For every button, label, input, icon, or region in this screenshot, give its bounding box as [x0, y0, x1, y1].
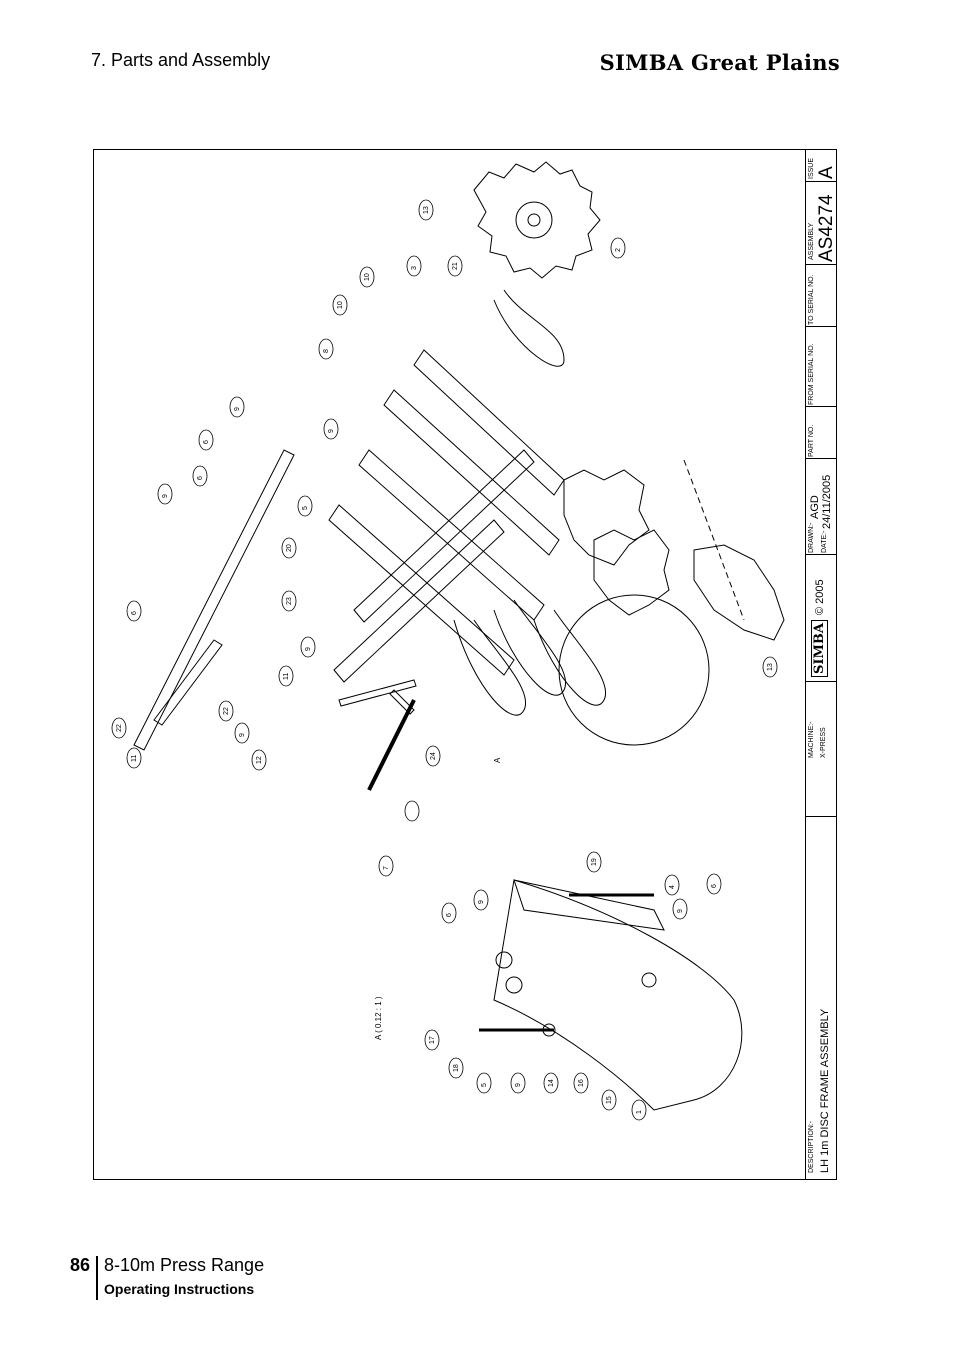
- tb-drawn: [806, 459, 837, 555]
- main-callout-8: 8: [323, 349, 330, 353]
- main-callout-20: 20: [286, 544, 293, 552]
- detail-marker: A: [493, 757, 502, 763]
- issue-value: A: [816, 166, 837, 179]
- footer-divider: [96, 1256, 98, 1300]
- parts-drawing: [94, 150, 804, 1179]
- assembly-label: ASSEMBLY: [808, 222, 815, 260]
- main-callout-2: 2: [615, 248, 622, 252]
- machine-label: MACHINE:-: [808, 721, 815, 758]
- main-callout-23: 23: [286, 597, 293, 605]
- main-callout-24: 24: [430, 752, 437, 760]
- detail-callout-9: 9: [515, 1083, 522, 1087]
- main-callout-5: 5: [302, 506, 309, 510]
- to-serial-label: TO SERIAL NO.: [808, 274, 815, 325]
- detail-callout-16: 16: [578, 1079, 585, 1087]
- detail-callout-6: 6: [711, 884, 718, 888]
- description-label: DESCRIPTION:-: [808, 1120, 815, 1173]
- main-callout-6: 6: [131, 611, 138, 615]
- detail-callout-19: 19: [591, 858, 598, 866]
- brand-logo: SIMBA Great Plains: [599, 50, 840, 75]
- main-callout-22: 22: [223, 707, 230, 715]
- main-callout-21: 21: [452, 262, 459, 270]
- main-callout-9: 9: [328, 429, 335, 433]
- title-block: [805, 149, 837, 1180]
- main-callout-22: 22: [116, 724, 123, 732]
- tb-from-serial: [806, 327, 837, 407]
- main-callout-9: 9: [162, 494, 169, 498]
- main-callout-6: 6: [197, 476, 204, 480]
- date-value: 24/11/2005: [821, 474, 833, 529]
- detail-callout-5: 5: [481, 1083, 488, 1087]
- main-callout-11: 11: [283, 672, 290, 680]
- section-title: 7. Parts and Assembly: [91, 50, 271, 70]
- drawn-value: AGD: [809, 495, 821, 519]
- date-label: DATE:-: [821, 530, 828, 553]
- detail-callout-6: 6: [446, 913, 453, 917]
- tb-machine: [806, 682, 837, 817]
- tb-logo: [806, 555, 837, 682]
- tb-part-no: [806, 407, 837, 459]
- page-number: 86: [70, 1255, 91, 1275]
- detail-callout-18: 18: [453, 1064, 460, 1072]
- main-callout-10: 10: [337, 301, 344, 309]
- main-callout-10: 10: [364, 273, 371, 281]
- copyright-text: © 2005: [814, 579, 826, 615]
- tb-to-serial: [806, 265, 837, 327]
- from-serial-label: FROM SERIAL NO.: [808, 343, 815, 405]
- issue-label: ISSUE: [808, 157, 815, 179]
- detail-callout-14: 14: [548, 1079, 555, 1087]
- assembly-value: AS4274: [816, 194, 837, 262]
- main-callout-9: 9: [239, 733, 246, 737]
- main-callout-12: 12: [256, 756, 263, 764]
- detail-callout-4: 4: [669, 885, 676, 889]
- footer-subtitle: Operating Instructions: [104, 1281, 255, 1297]
- description-value: LH 1m DISC FRAME ASSEMBLY: [819, 1008, 831, 1173]
- main-callout-7: 7: [383, 866, 390, 870]
- part-no-label: PART NO.: [808, 424, 815, 457]
- machine-value: X-PRESS: [820, 727, 827, 758]
- detail-callout-17: 17: [429, 1036, 436, 1044]
- footer-title: 8-10m Press Range: [104, 1255, 265, 1275]
- detail-scale: A ( 0.12 : 1 ): [374, 996, 383, 1040]
- main-callout-13: 13: [423, 206, 430, 214]
- detail-callout-9: 9: [478, 900, 485, 904]
- main-callout-11: 11: [131, 754, 138, 762]
- detail-callout-9: 9: [677, 909, 684, 913]
- tb-issue: [806, 149, 837, 182]
- tb-assembly: [806, 182, 837, 265]
- main-callout-9: 9: [234, 407, 241, 411]
- detail-callout-1: 1: [636, 1110, 643, 1114]
- main-callout-9: 9: [305, 647, 312, 651]
- main-callout-3: 3: [411, 266, 418, 270]
- detail-callout-15: 15: [606, 1096, 613, 1104]
- main-callout-13: 13: [767, 663, 774, 671]
- tb-description: [806, 817, 837, 1179]
- main-callout-6: 6: [203, 440, 210, 444]
- simba-logo: SIMBA: [811, 620, 828, 677]
- drawn-label: DRAWN:-: [808, 522, 815, 553]
